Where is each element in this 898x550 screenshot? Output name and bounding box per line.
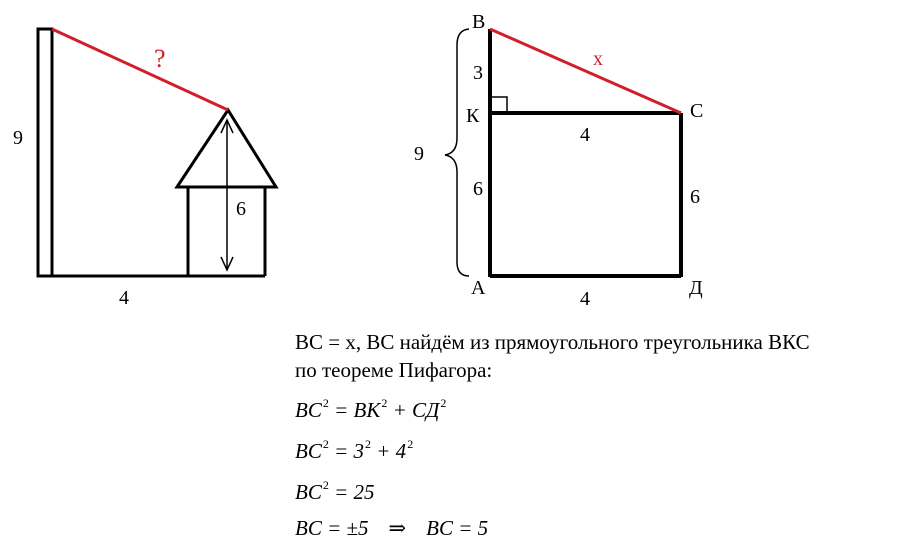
eq1-power-1: 2: [322, 396, 329, 410]
solution-block: [295, 328, 895, 543]
implies-icon: ⇒: [388, 516, 407, 540]
ad-length-label: 4: [580, 288, 590, 310]
eq2-power-3: 2: [407, 437, 414, 451]
bk-length-label: 3: [473, 62, 483, 84]
equation-pythagoras: [295, 390, 895, 425]
pole-height-label: 9: [13, 127, 23, 149]
eq1-lhs: BC: [295, 398, 322, 422]
eq1-power-2: 2: [381, 396, 388, 410]
eq2-mid2: + 4: [371, 439, 407, 463]
eq3-power: 2: [322, 478, 329, 492]
eq4-plus-minus: BC = ±5: [295, 516, 369, 540]
eq4-final: BC = 5: [426, 516, 489, 540]
eq1-mid2: + CД: [387, 398, 440, 422]
kc-length-label: 4: [580, 124, 590, 146]
equation-sum: [295, 472, 895, 507]
eq2-power-1: 2: [322, 437, 329, 451]
eq3-lhs: BC: [295, 480, 322, 504]
point-a-label: А: [471, 277, 486, 299]
equation-result: [295, 513, 895, 543]
unknown-label: ?: [154, 44, 166, 73]
pole: [38, 29, 52, 276]
ka-length-label: 6: [473, 178, 483, 200]
figure-pole-house: [13, 29, 276, 309]
eq2-power-2: 2: [365, 437, 372, 451]
eq2-mid: = 3: [328, 439, 365, 463]
point-k-label: К: [466, 105, 480, 127]
total-length-label: 9: [414, 143, 424, 165]
equation-substitution: [295, 431, 895, 466]
cd-length-label: 6: [690, 186, 700, 208]
hypotenuse-bc: [490, 29, 681, 113]
right-angle-mark: [492, 97, 507, 112]
curly-brace: [445, 29, 469, 276]
base-length-label: 4: [119, 287, 129, 309]
solution-text-line-2: по теореме Пифагора:: [295, 358, 493, 382]
rope-line: [52, 29, 228, 110]
figure-geometry: [414, 11, 703, 310]
eq2-lhs: BC: [295, 439, 322, 463]
point-d-label: Д: [689, 277, 703, 299]
eq1-power-3: 2: [440, 396, 447, 410]
eq1-mid: = BK: [328, 398, 381, 422]
point-b-label: В: [472, 11, 486, 33]
hypotenuse-label: x: [593, 48, 603, 70]
solution-text-line-1: ВС = х, ВС найдём из прямоугольного треугольника ВКС: [295, 330, 810, 354]
eq3-rhs: = 25: [328, 480, 375, 504]
house-height-label: 6: [236, 198, 246, 220]
point-c-label: С: [690, 100, 704, 122]
